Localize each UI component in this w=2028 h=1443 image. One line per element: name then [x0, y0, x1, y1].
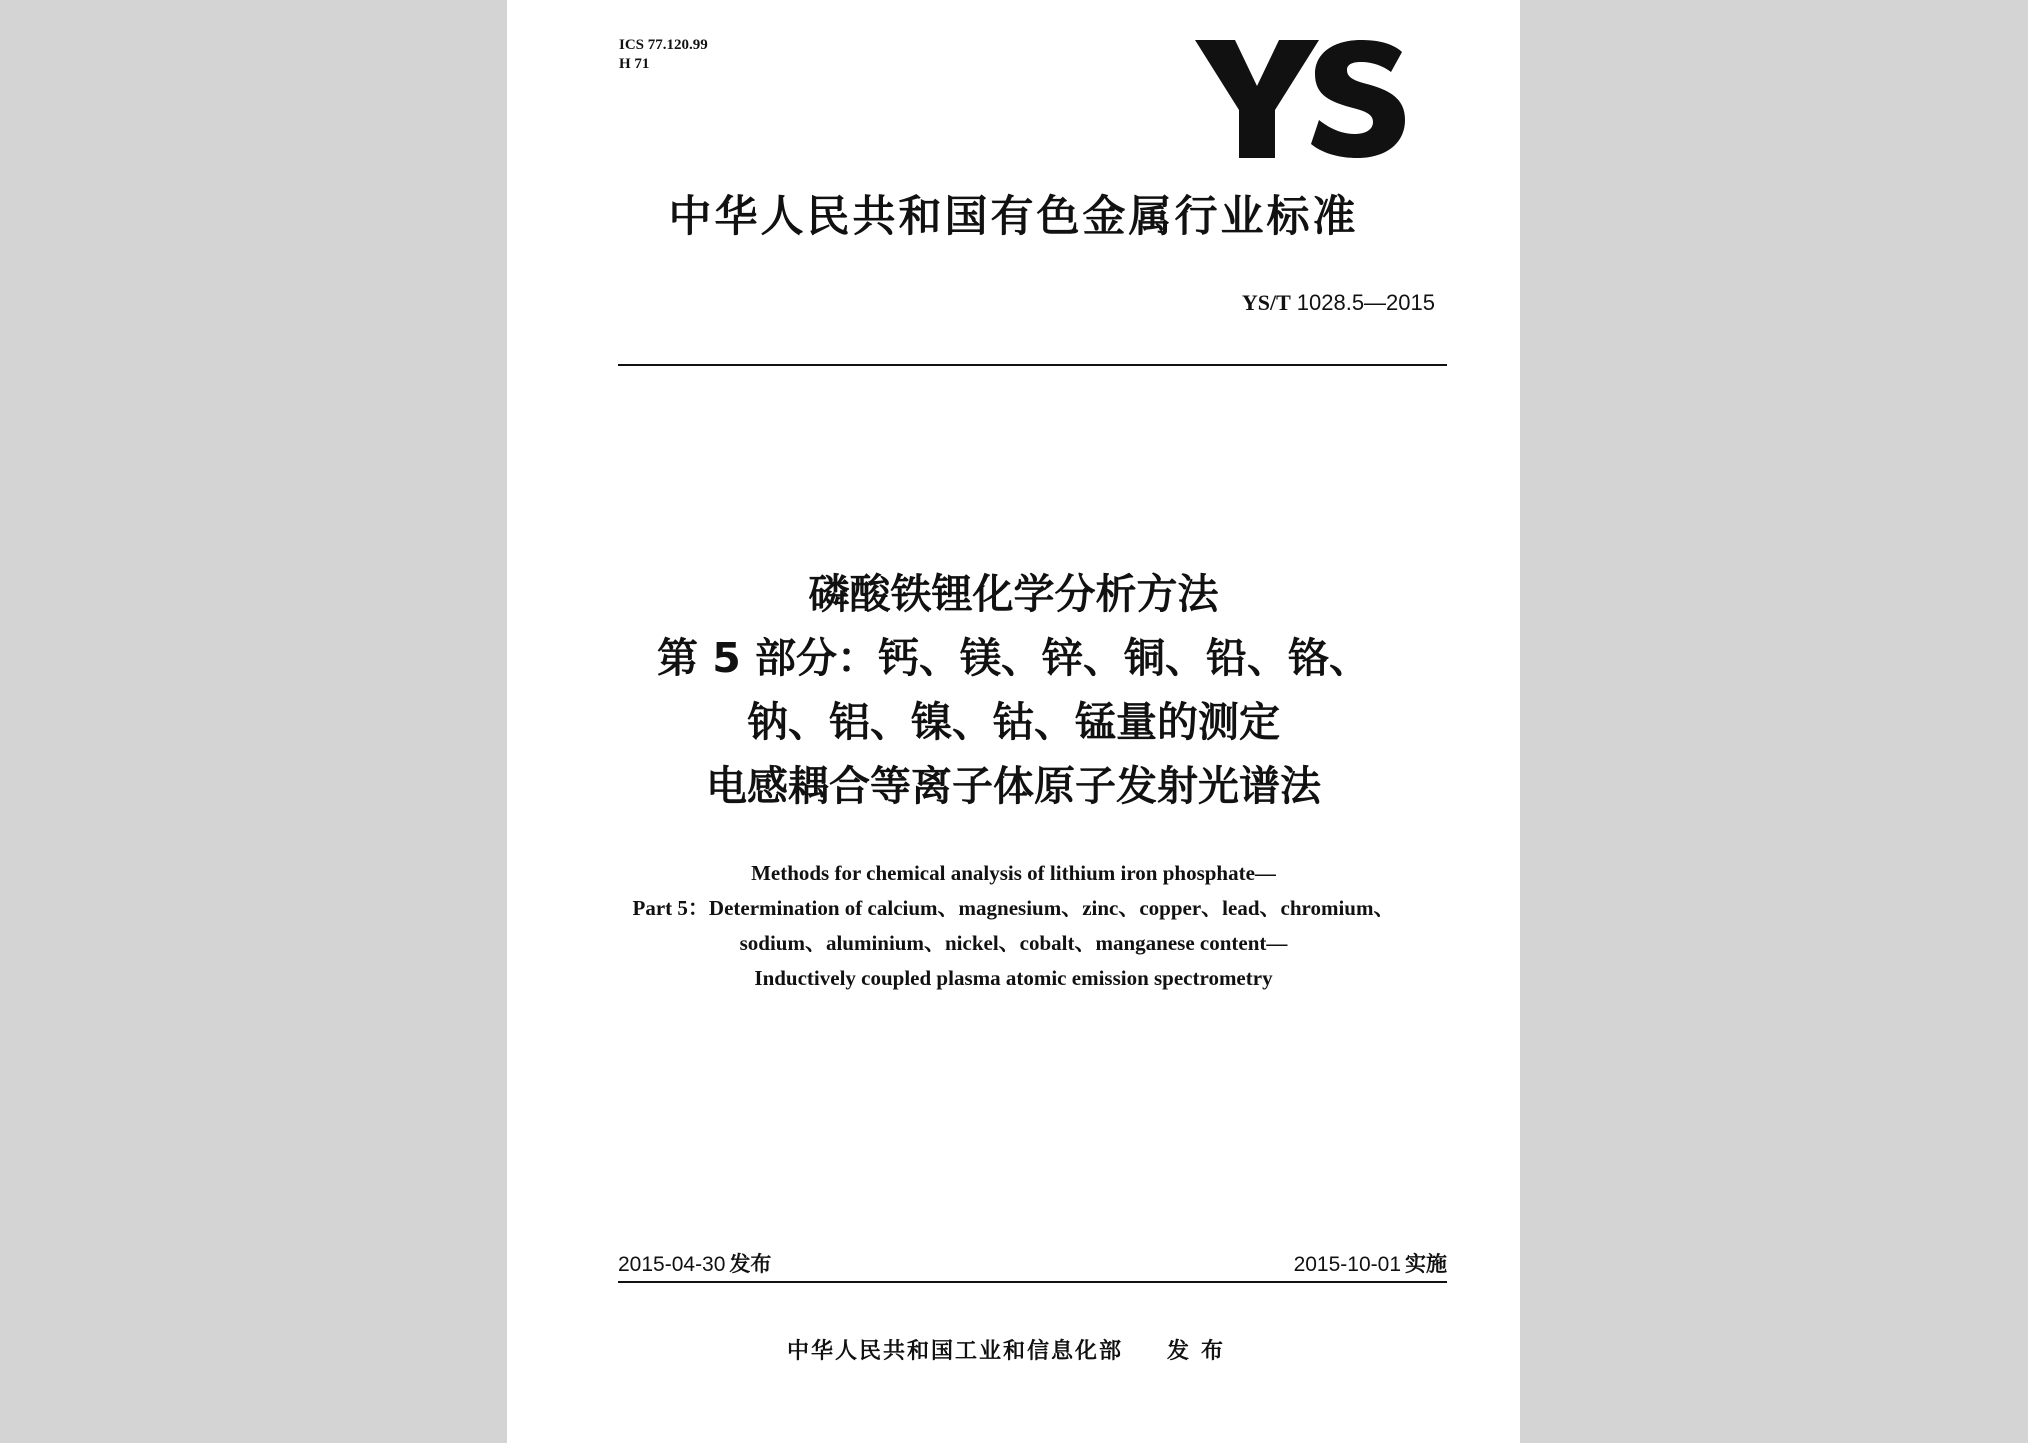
publish-date-value: 2015-04-30 — [618, 1253, 726, 1276]
english-title-line-1: Methods for chemical analysis of lithium iron phosphate— — [751, 861, 1276, 885]
ics-code: ICS 77.120.99 — [619, 37, 708, 53]
footer-divider — [618, 1281, 1447, 1283]
implement-date — [1294, 1248, 1447, 1278]
issuer-name: 中华人民共和国工业和信息化部 — [787, 1339, 1124, 1364]
english-title-line-2: Part 5：Determination of calcium、magnesium、zinc、copper、lead、chromium、 — [632, 896, 1395, 920]
english-title — [507, 856, 1520, 996]
issuer-action: 发布 — [1167, 1339, 1236, 1364]
publish-date — [618, 1248, 771, 1278]
implement-date-value: 2015-10-01 — [1293, 1253, 1401, 1276]
header-divider — [618, 364, 1447, 366]
implement-date-label: 实施 — [1405, 1252, 1447, 1276]
chinese-title-line-3: 钠、铝、镍、钴、锰量的测定 — [747, 698, 1280, 746]
chinese-title-line-1: 磷酸铁锂化学分析方法 — [808, 570, 1219, 618]
publish-date-label: 发布 — [729, 1252, 772, 1276]
chinese-title — [507, 562, 1520, 818]
english-title-line-4: Inductively coupled plasma atomic emission spectrometry — [754, 966, 1273, 990]
ys-logo-icon — [1195, 40, 1405, 158]
organization-title: 中华人民共和国有色金属行业标准 — [668, 192, 1359, 242]
issuer — [787, 1334, 1235, 1365]
chinese-title-line-2: 第 5 部分：钙、镁、锌、铜、铅、铬、 — [656, 634, 1371, 682]
english-title-line-3: sodium、aluminium、nickel、cobalt、manganese content— — [739, 931, 1288, 955]
chinese-title-line-4: 电感耦合等离子体原子发射光谱法 — [706, 762, 1321, 810]
standard-code: 1028.5—2015 — [1296, 290, 1435, 315]
standard-number — [1242, 290, 1435, 316]
standard-prefix: YS/T — [1241, 290, 1291, 315]
ccs-code: H 71 — [619, 56, 650, 72]
document-cover-page — [507, 0, 1520, 1443]
